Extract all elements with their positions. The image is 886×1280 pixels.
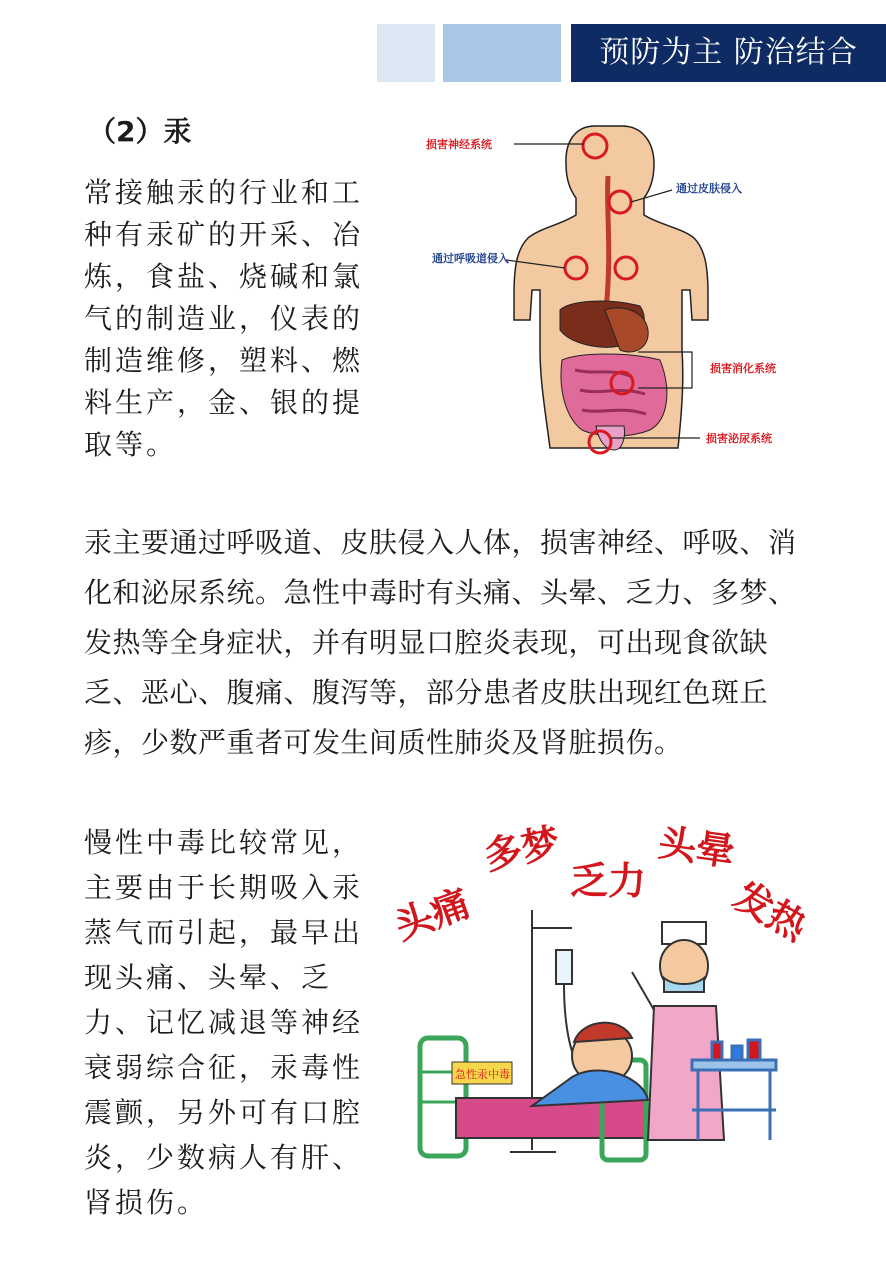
- label-nervous: 损害神经系统: [426, 138, 492, 151]
- label-urinary: 损害泌尿系统: [706, 432, 772, 445]
- symptom-fever: 发热: [726, 873, 815, 950]
- label-digestive: 损害消化系统: [710, 362, 776, 375]
- chronic-poisoning-paragraph: 慢性中毒比较常见，主要由于长期吸入汞蒸气而引起，最早出现头痛、头晕、乏力、记忆减退等神经衰弱综合征，汞毒性震颤，另外可有口腔炎，少数病人有肝、肾损伤。: [84, 826, 364, 1219]
- patient: [532, 1023, 648, 1106]
- anatomy-figure: [410, 120, 810, 460]
- section-title: （2）汞: [88, 115, 192, 148]
- bed-sign: 急性汞中毒: [455, 1068, 510, 1081]
- symptom-dizziness: 头晕: [655, 820, 738, 875]
- header-decor-block-mid: [443, 24, 561, 82]
- header-title: 预防为主 防治结合: [599, 35, 858, 70]
- symptom-headache: 头痛: [388, 880, 476, 949]
- symptom-dreams: 多梦: [480, 819, 564, 879]
- esophagus: [606, 176, 609, 310]
- acute-poisoning-paragraph: 汞主要通过呼吸道、皮肤侵入人体，损害神经、呼吸、消化和泌尿系统。急性中毒时有头痛、头晕、乏力、多梦、发热等全身症状，并有明显口腔炎表现，可出现食欲缺乏、恶心、腹痛、腹泻等，部分患者皮肤出现红色斑丘疹，少数严重者可发生间质性肺炎及肾脏损伤。: [84, 526, 797, 759]
- symptom-fatigue: 乏力: [570, 859, 647, 903]
- label-skin: 通过皮肤侵入: [676, 182, 742, 195]
- header-decor-block-light: [377, 24, 435, 82]
- industries-paragraph: 常接触汞的行业和工种有汞矿的开采、冶炼，食盐、烧碱和氯气的制造业，仪表的制造维修，塑料、燃料生产，金、银的提取等。: [84, 176, 364, 461]
- label-respiratory: 通过呼吸道侵入: [432, 252, 509, 265]
- symptom-illustration: [388, 810, 815, 1170]
